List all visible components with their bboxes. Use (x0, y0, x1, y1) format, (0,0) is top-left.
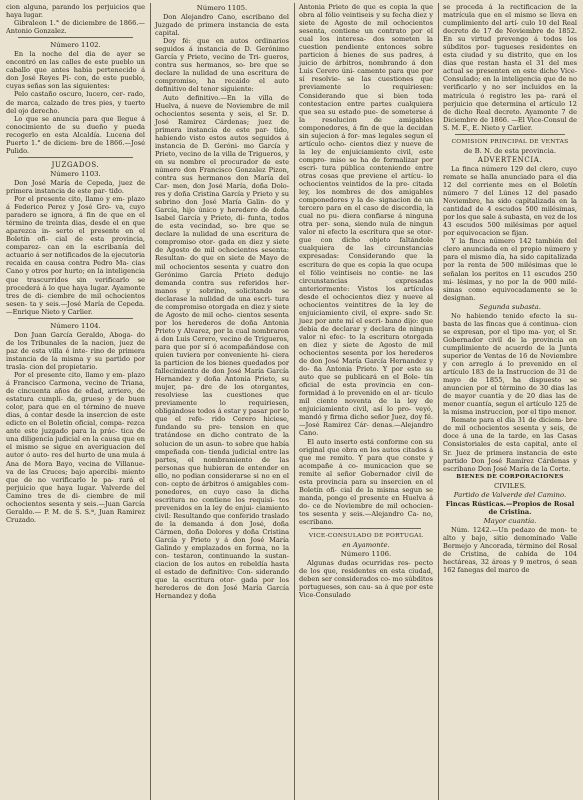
subsection-title: Segunda subasta. (479, 302, 541, 311)
notice-number: Número 1104. (50, 321, 101, 330)
paragraph: Por el presente cito, llamo y em- plazo á Federico Perez y José Gro- va, cuyo paradero se ignora, á fin de que en el término de treinta dias, desde el en que aparezca in- serto el presente en el Boletín ofi- cial de esta provincia, comparez- can en la escribanía del actuario á ser notificados de la ejecutoria recaida en causa contra Pedro Ma- cias Cano y otros por hurto; en la inteligencia que trascurridos sin verificarlo se procederá á lo que haya lugar. Ayamonte tres de di- ciembre de mil ochocientos sesen- ta y seis.—José María de Cepeda. —Enrique Nieto y Carlier. (6, 195, 145, 316)
category-title: Fincas Rústicas.—Propios de Rosal de Cristina. (445, 499, 575, 516)
paragraph: se proceda á la rectificacion de la matrícula que en el mismo se lleva en cumplimiento del artí- culo 10 del Real decreto de 17 de Noviembre de 1852. En su virtud prevengo á todos los súbditos por- tugueses residentes en esta ciudad y su distrito, que en los dias que restan hasta el 31 del mes actual se presenten en este dicho Vice- Consulado; en la inteligencia que de no verificarlo y no ser incluidos en la matrícula ó registro les pa- rará el perjuicio que determina el artículo 12 de dicho Real decreto. Ayamonte 7 de Diciembre de 1866. —El Vice-Consul de S. M. F., E. Nieto y Carlier. (443, 3, 577, 132)
section-subtitle: en Ayamonte. (342, 541, 390, 550)
paragraph: Núm. 1242.—Un pedazo de mon- te alto y bajo, sitio denominado Valle Bermejo y Ancorada, término del Rosal de Cristina, de cabida de 104 hectáreas, 32 áreas y 9 metros, ó sean 162 fanegas del marco de (443, 525, 577, 575)
paragraph: Don Alejandro Cano, escribano del Juzgado de primera instancia de esta capital. (155, 13, 289, 38)
divider (18, 318, 133, 319)
paragraph: Pelo castaño oscuro, lucero, cer- rado, de marca, calzado de tres pies, y tuerto del ojo derecho. (6, 90, 145, 115)
paragraph: Doy fé: que en autos ordinarios seguidos á instancia de D. Gerónimo García y Prieto, vecino de Tri- gueros, contra sus hermanos, so- bre que se declare la nulidad de una escritura de compromiso, ha recaido el auto definitivo del tenor siguiente: (155, 37, 289, 94)
paragraph: Remate para el dia 31 de diciem- bre de mil ochocientos sesenta y seis, de doce á una de la tarde, en las Casas Consistoriales de esta capital, ante el Sr. Juez de primera instancia de este partido Don José Ramírez Cárdenas y escribano Don José María de la Corte. (443, 416, 577, 473)
paragraph: Algunas dudas ocurridas res- pecto de los que, residentes en esta ciudad, deben ser considerados co- mo súbditos portugueses, son cau- sa á que por este Vice-Consulado (299, 559, 433, 600)
column-4 (438, 3, 577, 800)
paragraph: El auto inserto está conforme con su original que obra en los autos citados á que me remito. Y para que conste y acompañe á co- municacion que se remite al señor Gobernador civil de esta provincia para su insercion en el Boletín ofi- cial de la misma segun se manda, pongo el presente en Huelva á do- ce de Noviembre de mil ochocien- tos sesenta y seis.—Alejandro Ca- no, escribano. (299, 437, 433, 526)
section-title: COMISION PRINCIPAL DE VENTAS (451, 138, 569, 145)
notice-number: Número 1105. (196, 4, 248, 12)
paragraph: Don Juan García Geraldo, Aboga- do de los Tribunales de la nacion, juez de paz de esta villa é inte- rino de primera instancia de la misma y su partido por trasla- cion del propietario. (6, 330, 145, 371)
section-subtitle: CIVILES. (494, 481, 526, 490)
column-3 (294, 3, 433, 800)
paragraph: Lo que se anuncia para que llegue á conocimiento de su dueño y pueda recogerlo en esta Alcaldía. Lucena del Puerto 1.° de diciem- bre de 1866.—José Pulido. (6, 114, 145, 155)
paragraph: cion alguna, parando los perjuicios que haya lugar. (6, 3, 145, 20)
paragraph: Por el presente cito, llamo y em- plazo á Francisco Carmona, vecino de Triana, de cincuenta años de edad, arriero, de estatura cumpli- da, grueso y de buen color, para que en el término de nueve dias, á contar desde la insercion de este edicto en el Boletín oficial, compa- rezca ante este juzgado para la prác- tica de una diligencia judicial en la causa que en el mismo se sigue en averiguacion del autor ó auto- res del hurto de una mula á Ana de Mora Bayo, vecina de Villanue- va de las Cruces; bajo apercibi- miento que de no verificarlo le pa- rará el perjuicio que haya lugar. Valverde del Camino tres de di- ciembre de mil ochocientos sesenta y seis.—Juan García Geraldo.— P. M. de S. S.ª, Juan Ramirez Cruzado. (6, 371, 145, 524)
paragraph: Antonia Prieto de que es copia la que obra al fólio veintiseis y su fecha diez y siete de Agosto de mil ochocientos sesenta, contiene un contrato por el cual los interesa- dos someten la cuestion pendiente entonces sobre particion á bienes de sus padres, á juicio de árbitros, nombrando á don Luis Cerero úni- camente para que por sí resolvie- se las cuestiones que previamente lo requiriesen: Considerando que si bien toda contestacion entre partes cualquiera que sea su estado pue- de someterse á la resolucion de amigables componedores, á fin de que la decidan sin sujecion á for- mas legales segun el artículo ocho- cientos diez y nueve de la ley de enjuiciamiento civil, este compro- miso se ha de formalizar por escri- tura pública conteniendo entre otras cosas que previene el artícu- lo ochocientos veintidos de la pre- citada ley, los nombres de dos amigables componedores y la de- signacion de un tercero para en el caso de discordia, la cual no pu- diera confiarse á ninguna otra per- sona, siendo nula de ningun valor ni efecto la escritura que se otor- gue con dicho objeto faltándole cualquiera de las circunstancias expresadas: Considerando que la escritura de que es copia la que ocupa el fólio veintiseis no contie- ne las circunstancias expresadas anteriormente: Vistos los artículos desde el ochocientos diez y nueve al ochocientos veintitres de la ley de enjuiciamiento civil, el expre- sado Sr. juez por ante mí el escri- bano dijo: que debia de declarar y declara de ningun valor ni efec- to la escritura otorgada en diez y siete de Agosto de mil ochocientos sesenta por los herederos de don José María García Hernandez y do- ña Antonia Prieto. Y por este su auto que se publicará en el Bole- tín oficial de esta provincia en con- formidad á lo prevenido en el ar- tículo mil ciento noventa de la ley de enjuiciamiento civil, así lo pro- veyó, mandó y firma dicho señor Juez, doy fé.—José Ramirez Cár- denas.—Alejandro Cano. (299, 3, 433, 438)
paragraph: Don José María de Cepeda, juez de primera instancia de este par- tido. (6, 178, 145, 195)
section-subtitle: de B. N. de esta provincia. (463, 146, 557, 155)
divider (311, 528, 421, 529)
subcategory-title: Mayor cuantía. (483, 516, 537, 525)
section-title: BIENES DE CORPORACIONES (456, 472, 564, 480)
paragraph: La finca número 129 del clero, cuyo remate se halla anunciado para el dia 12 del corriente mes en el Boletín número 7 del Lúnes 12 del pasado Noviembre, ha sido capitalizada en la cantidad de 4 escudos 500 milésimas, por los que sale á subasta, en vez de los 43 escudos 500 milésimas por aquel por equivocacion se fijan. (443, 164, 577, 238)
column-2 (150, 3, 289, 800)
section-title: VICE-CONSULADO DE PORTUGAL (308, 533, 424, 540)
notice-number: Número 1102. (50, 41, 101, 50)
paragraph: Auto definitivo.—En la villa de Huelva, á nueve de Noviembre de mil ochocientos sesenta y seis, el Sr. D. José Ramirez Cárdenas; juez de primera instancia de este par- tido, habiendo visto estos autos seguidos á instancia de D. Geróni- mo García y Prieto, vecino de la villa de Trigueros, y en su nombre el procurador de este número don Francisco Gonzalez Pizon, contra sus hermanos don María del Car- men, don José María, doña Dolo- res y doña Cristina García y Prieto y su sobrino don José María Galin- do y García, hijo único y heredero de doña Isabel García y Prieto, di- funta, todos de esta vecindad, so- bre que se declare la nulidad de una escritura de compromiso otor- gada en diez y siete de Agosto de mil ochocientos sesenta: Resultan- do que en siete de Mayo de mil ochocientos sesenta y cuatro don Gerónimo García Prieto dedujo demanda contra sus referidos her- manos y sobrino, solicitando se declarase la nulidad de una escri- tura de compromiso otorgada en diez y siete de Agosto de mil ocho- cientos sesenta por los herederos de doña Antonia Prieto y Alvarez, por la cual nombraron á don Luis Cerero, vecino de Trigueros, para que por sí ó acompañándose con quien tuviera por conveniente hi- ciera la particion de los bienes quedados por fallecimiento de don José María García Hernandez y doña Antonia Prieto, su mujer, pa- dre de los otorgantes, resolviese las cuestiones que previamente lo requiriesen, obligándose todos á estar y pasar por lo que el refe- rido Cerero hiciese, fundando su pre- tension en que tratándose en dicho contrato de la solucion de un asun- to sobre que había empeñada con- tienda judicial entre las partes, el nombramiento de las personas que hubieran de entender en ello, no podian considerarse si no en el con- cepto de árbitros ó amigables com- ponedores, en cuyo caso la dicha escritura no contiene los requisi- tos prevenidos en la ley de enjui- ciamiento civil: Resultando que conferido traslado de la demanda á don José, doña Cármen, doña Dolores y doña Cristina García y Prieto y á don José María Galindo y emplazados en forma, no la con- testaron, continuando la sustan- ciacion de los autos en rebeldía hasta el estado de definitivo: Con- siderando que la escritura otor- gada por los herederos de don José María García Hernandez y doña (155, 93, 289, 601)
paragraph: Y la finca número 142 también del clero anunciada en el propio número y para el mismo día, ha sido capitalizada por la renta de 500 milésimas que le señalan los peritos en 11 escudos 250 mi- lésimas, y no por la de 900 milé- simas como equivocadamente se le designan. (443, 237, 577, 302)
divider (455, 134, 565, 135)
notice-number: Número 1106. (340, 550, 392, 559)
notice-number: Número 1103. (50, 169, 101, 178)
column-1 (6, 3, 145, 800)
divider (18, 157, 133, 158)
district-title: Partido de Valverde del Camino. (453, 490, 567, 499)
paragraph: En la noche del dia de ayer se encontró en las calles de este pueblo un caballo que antes habia pertenecido á don José Reyes Pi- con, de este pueblo, cuyas señas son las siguientes: (6, 50, 145, 91)
advert-title: ADVERTENCIA. (477, 155, 543, 164)
divider (18, 37, 133, 38)
section-title: JUZGADOS. (51, 160, 100, 169)
paragraph: No habiendo tenido efecto la su- basta de las fincas que á continua- cion se expresan, por el tipo ma- yor, el Sr. Gobernador civil de la provincia en cumplimiento de acuerdo de la Junta superior de Ventas de 16 de Noviembre y con arreglo á lo prevenido en el artículo 183 de la Instruccion de 31 de mayo de 1855, ha dispuesto se anuncien por el término de 30 dias las de mayor cuantía y de 20 dias las de menor cuantía, segun el artículo 125 de la misma instruccion, por el tipo menor. (443, 311, 577, 417)
signature: Gibraleon 1.° de diciembre de 1866.—Antonio Gonzalez. (6, 19, 145, 36)
